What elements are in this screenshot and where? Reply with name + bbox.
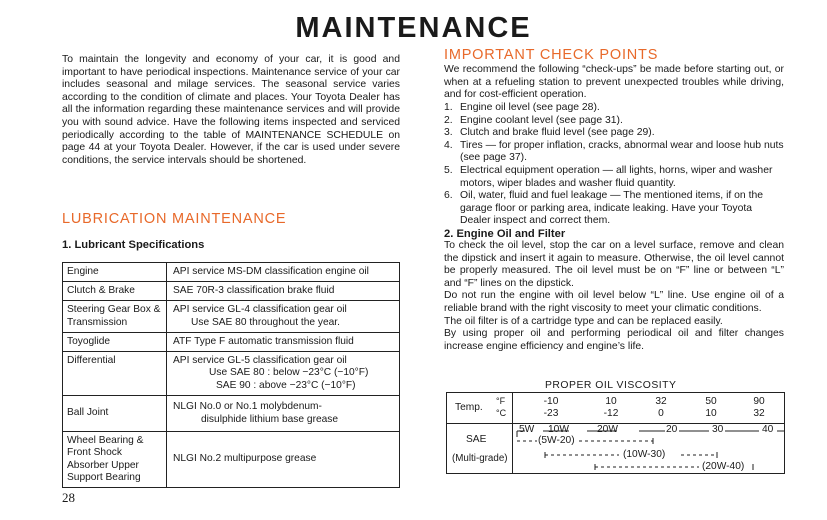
- table-cell-item: Toyoglide: [63, 332, 167, 351]
- spec-line: API service GL-4 classification gear oil: [173, 304, 347, 316]
- engine-oil-paragraph: Do not run the engine with oil level below “L” line. Use engine oil of a reliable brand with the right viscosity to meet your climatic conditions.: [444, 290, 784, 314]
- table-cell-spec: [167, 352, 400, 396]
- list-number: 5.: [444, 164, 453, 176]
- range-label: (20W-40): [702, 461, 745, 472]
- list-text: Engine oil level (see page 28).: [460, 102, 600, 113]
- intro-paragraph: To maintain the longevity and economy of your car, it is good and important to have periodical inspections. Maintenance service of your car includes seasonal and milage services. The seasonal service varies according to the condition of climate and places. Your Toyota Dealer has all the information regarding these maintenance services and will provide you with sound advice. Have the following items inspected and serviced periodically according to the table of MAINTENANCE SCHEDULE on page 44 at your Toyota Dealer. However, if the car is used under severe conditions, the service intervals should be shortened.: [62, 54, 400, 166]
- table-cell-item: Clutch & Brake: [63, 282, 167, 301]
- table-cell-item: Differential: [63, 352, 167, 396]
- engine-oil-paragraph: To check the oil level, stop the car on a level surface, remove and clean the dipstick and insert it again to measure. Otherwise, the oil level cannot be properly measured. The oil level must be on “F” line or between “L” and “F” lines on the dipstick.: [444, 240, 784, 289]
- table-cell-spec: [167, 396, 400, 432]
- range-label: (5W-20): [538, 435, 575, 446]
- check-points-list-wrap: [444, 102, 784, 228]
- temp-c-value: 0: [658, 408, 664, 419]
- temp-f-value: 32: [655, 396, 667, 407]
- list-text: Oil, water, fluid and fuel leakage — The mentioned items, if on the garage floor or parking area, indicate leaking. Have your Toyota Dealer inspect and correct them.: [460, 190, 764, 227]
- engine-oil-heading: 2. Engine Oil and Filter: [444, 228, 566, 240]
- range-label: (10W-30): [623, 449, 666, 460]
- lubricant-spec-table: [62, 262, 400, 488]
- engine-oil-text: [444, 240, 784, 353]
- table-cell-spec: API service MS-DM classification engine oil: [167, 263, 400, 282]
- engine-oil-paragraph: The oil filter is of a cartridge type and can be replaced easily.: [444, 315, 723, 327]
- unit-celsius: °C: [496, 408, 507, 418]
- list-item: [444, 165, 784, 190]
- table-row: [63, 352, 400, 396]
- table-row: [63, 282, 400, 301]
- grade-label: 10W: [548, 424, 569, 435]
- grade-label: 30: [712, 424, 724, 435]
- check-points-lead: We recommend the following “check-ups” be made before starting out, or when at a refueling station to prevent unexpected troubles while driving, and for cost-efficient operation.: [444, 64, 784, 101]
- viscosity-caption: PROPER OIL VISCOSITY: [545, 380, 677, 391]
- check-points-heading: IMPORTANT CHECK POINTS: [444, 47, 659, 63]
- spec-line: Use SAE 80 : below −23°C (−10°F): [209, 367, 369, 379]
- table-cell-spec: [167, 301, 400, 332]
- table-row: [63, 396, 400, 432]
- grade-label: 40: [762, 424, 774, 435]
- temp-c-value: 10: [705, 408, 717, 419]
- table-row: [63, 332, 400, 351]
- list-text: Tires — for proper inflation, cracks, abnormal wear and loose hub nuts (see page 37).: [460, 139, 784, 164]
- list-item: [444, 102, 784, 115]
- viscosity-table: [446, 392, 785, 474]
- table-cell-item: Engine: [63, 263, 167, 282]
- list-item: [444, 115, 784, 128]
- list-number: 6.: [444, 190, 453, 202]
- spec-line: Use SAE 80 throughout the year.: [191, 316, 340, 328]
- temp-f-value: 50: [705, 396, 717, 407]
- sae-label: SAE: [466, 434, 487, 445]
- list-text: Electrical equipment operation — all lights, horns, wiper and washer motors, wiper blades and washer fluid quantity.: [460, 164, 773, 189]
- table-cell-item: Wheel Bearing & Front Shock Absorber Upper Support Bearing: [63, 432, 167, 488]
- grade-label: 5W: [519, 424, 535, 435]
- table-cell-spec: SAE 70R-3 classification brake fluid: [167, 282, 400, 301]
- spec-line: SAE 90 : above −23°C (−10°F): [216, 379, 356, 391]
- list-text: Engine coolant level (see page 31).: [460, 114, 623, 126]
- grade-label: 20W: [597, 424, 618, 435]
- temp-f-value: 10: [605, 396, 617, 407]
- table-cell-item: Steering Gear Box & Transmission: [63, 301, 167, 332]
- list-text: Clutch and brake fluid level (see page 29).: [460, 127, 655, 139]
- table-cell-spec: NLGI No.2 multipurpose grease: [167, 432, 400, 488]
- temp-f-value: -10: [543, 396, 559, 407]
- list-item: [444, 190, 784, 228]
- temp-label: Temp.: [455, 402, 483, 413]
- table-row: [63, 263, 400, 282]
- list-number: 1.: [444, 102, 453, 113]
- check-points-list: [444, 102, 784, 228]
- temp-c-value: 32: [753, 408, 765, 419]
- engine-oil-paragraph: By using proper oil and performing periodical oil and filter changes increase engine efficiency and engine’s life.: [444, 328, 784, 352]
- temp-c-value: -12: [603, 408, 619, 419]
- temp-c-value: -23: [543, 408, 559, 419]
- table-row: [63, 301, 400, 332]
- list-number: 2.: [444, 114, 453, 126]
- list-number: 4.: [444, 139, 453, 151]
- grade-label: 20: [666, 424, 678, 435]
- page-number: 28: [62, 490, 75, 505]
- list-item: [444, 140, 784, 165]
- table-cell-item: Ball Joint: [63, 396, 167, 432]
- table-cell-spec: ATF Type F automatic transmission fluid: [167, 332, 400, 351]
- table-row: [63, 432, 400, 488]
- lubricant-spec-subheading: 1. Lubricant Specifications: [62, 239, 205, 251]
- multigrade-label: (Multi-grade): [452, 453, 508, 464]
- page-title: MAINTENANCE: [295, 12, 532, 44]
- unit-fahrenheit: °F: [496, 396, 506, 406]
- spec-line: API service GL-5 classification gear oil: [173, 355, 347, 367]
- spec-line: disulphide lithium base grease: [201, 413, 339, 425]
- spec-line: NLGI No.0 or No.1 molybdenum-: [173, 401, 322, 413]
- list-number: 3.: [444, 127, 453, 139]
- temp-f-value: 90: [753, 396, 765, 407]
- lubrication-heading: LUBRICATION MAINTENANCE: [62, 211, 287, 227]
- list-item: [444, 127, 784, 140]
